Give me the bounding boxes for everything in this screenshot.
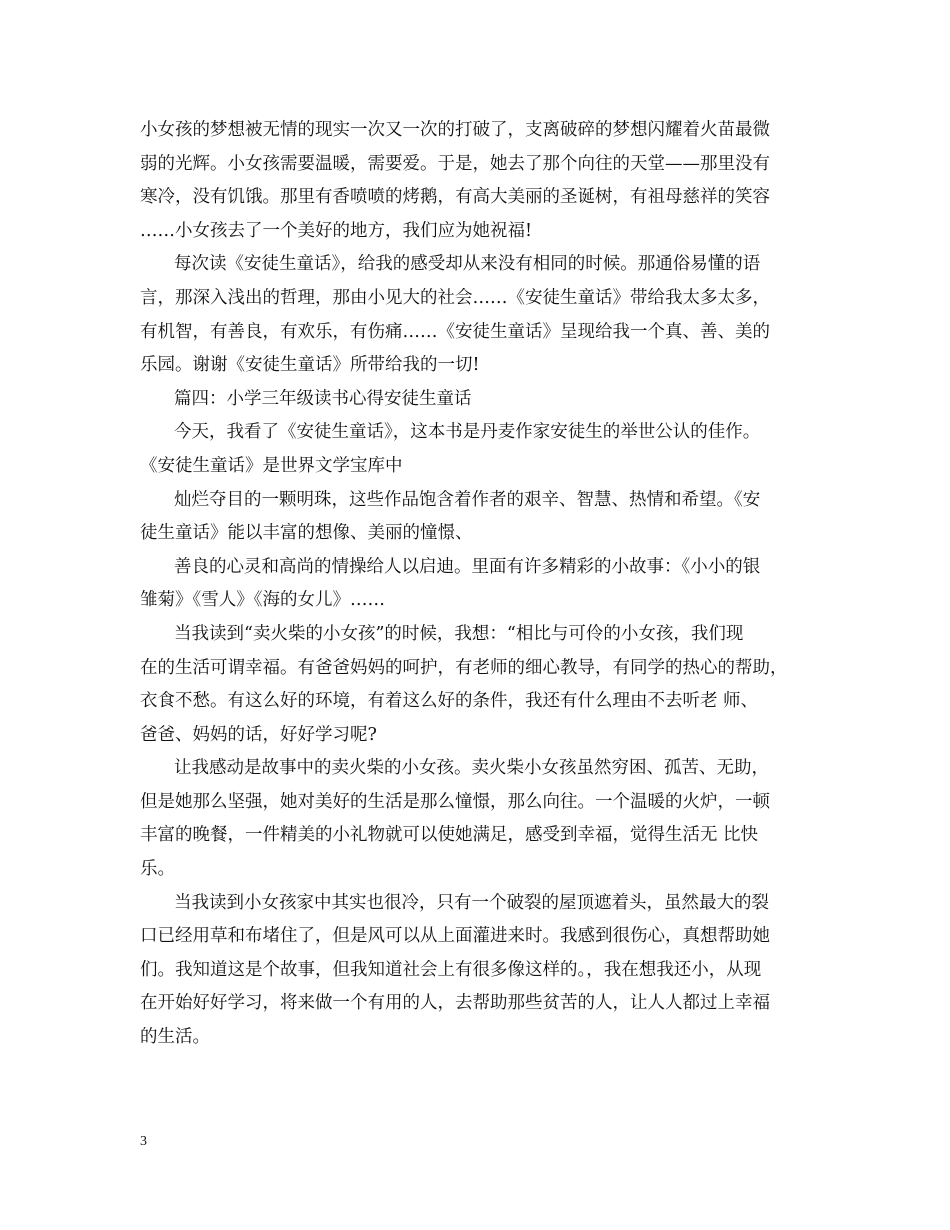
text-line: 但是她那么坚强，她对美好的生活是那么憧憬，那么向往。一个温暖的火炉，一顿 <box>140 791 770 812</box>
page-number: 3 <box>140 1134 147 1149</box>
text-line: 徒生童话》能以丰富的想像、美丽的憧憬、 <box>140 523 473 544</box>
text-line: 在的生活可谓幸福。有爸爸妈妈的呵护，有老师的细心教导，有同学的热心的帮助， <box>140 657 788 678</box>
text-line: 雏菊》《雪人》《海的女儿》…… <box>140 590 385 611</box>
text-line: ……小女孩去了一个美好的地方，我们应为她祝福! <box>140 220 533 241</box>
text-line: 弱的光辉。小女孩需要温暖，需要爱。于是，她去了那个向往的天堂——那里没有 <box>140 153 770 174</box>
text-line: 们。我知道这是个故事，但我知道社会上有很多像这样的。，我在想我还小，从现 <box>140 959 762 980</box>
paragraph-first-line: 每次读《安徒生童话》，给我的感受却从来没有相同的时候。那通俗易懂的语 <box>174 254 761 275</box>
paragraph-first-line: 善良的心灵和高尚的情操给人以启迪。里面有许多精彩的小故事：《小小的银 <box>174 556 761 577</box>
text-line: 乐。 <box>140 859 175 880</box>
text-line: 言，那深入浅出的哲理，那由小见大的社会……《安徒生童话》带给我太多太多， <box>140 287 770 308</box>
paragraph-first-line: 当我读到小女孩家中其实也很冷，只有一个破裂的屋顶遮着头，虽然最大的裂 <box>174 892 769 913</box>
text-line: 《安徒生童话》是世界文学宝库中 <box>140 455 403 476</box>
text-line: 在开始好好学习，将来做一个有用的人，去帮助那些贫苦的人，让人人都过上幸福 <box>140 993 770 1014</box>
text-line: 衣食不愁。有这么好的环境，有着这么好的条件，我还有什么理由不去听老 师、 <box>140 691 759 712</box>
text-line: 小女孩的梦想被无情的现实一次又一次的打破了，支离破碎的梦想闪耀着火苗最微 <box>140 120 770 140</box>
paragraph-first-line: 今天，我看了《安徒生童话》，这本书是丹麦作家安徒生的举世公认的佳作。 <box>174 422 761 443</box>
text-line: 爸爸、妈妈的话，好好学习呢? <box>140 724 377 745</box>
text-line: 乐园。谢谢《安徒生童话》所带给我的一切! <box>140 355 480 376</box>
paragraph-first-line: 当我读到“卖火柴的小女孩”的时候，我想：“相比与可伶的小女孩，我们现 <box>174 623 744 644</box>
text-line: 的生活。 <box>140 1027 210 1048</box>
paragraph-first-line: 灿烂夺目的一颗明珠，这些作品饱含着作者的艰辛、智慧、热情和希望。《安 <box>174 489 761 510</box>
body-text <box>140 114 820 1055</box>
text-line: 寒冷，没有饥饿。那里有香喷喷的烤鹅，有高大美丽的圣诞树，有祖母慈祥的笑容 <box>140 187 770 208</box>
section-heading: 篇四：小学三年级读书心得安徒生童话 <box>174 388 472 409</box>
text-line: 丰富的晚餐，一件精美的小礼物就可以使她满足，感受到幸福，觉得生活无 比快 <box>140 825 759 846</box>
paragraph-first-line: 让我感动是故事中的卖火柴的小女孩。卖火柴小女孩虽然穷困、孤苦、无助， <box>174 758 769 779</box>
text-line: 有机智，有善良，有欢乐，有伤痛……《安徒生童话》呈现给我一个真、善、美的 <box>140 321 770 342</box>
text-line: 口已经用草和布堵住了，但是风可以从上面灌进来时。我感到很伤心，真想帮助她 <box>140 926 770 947</box>
